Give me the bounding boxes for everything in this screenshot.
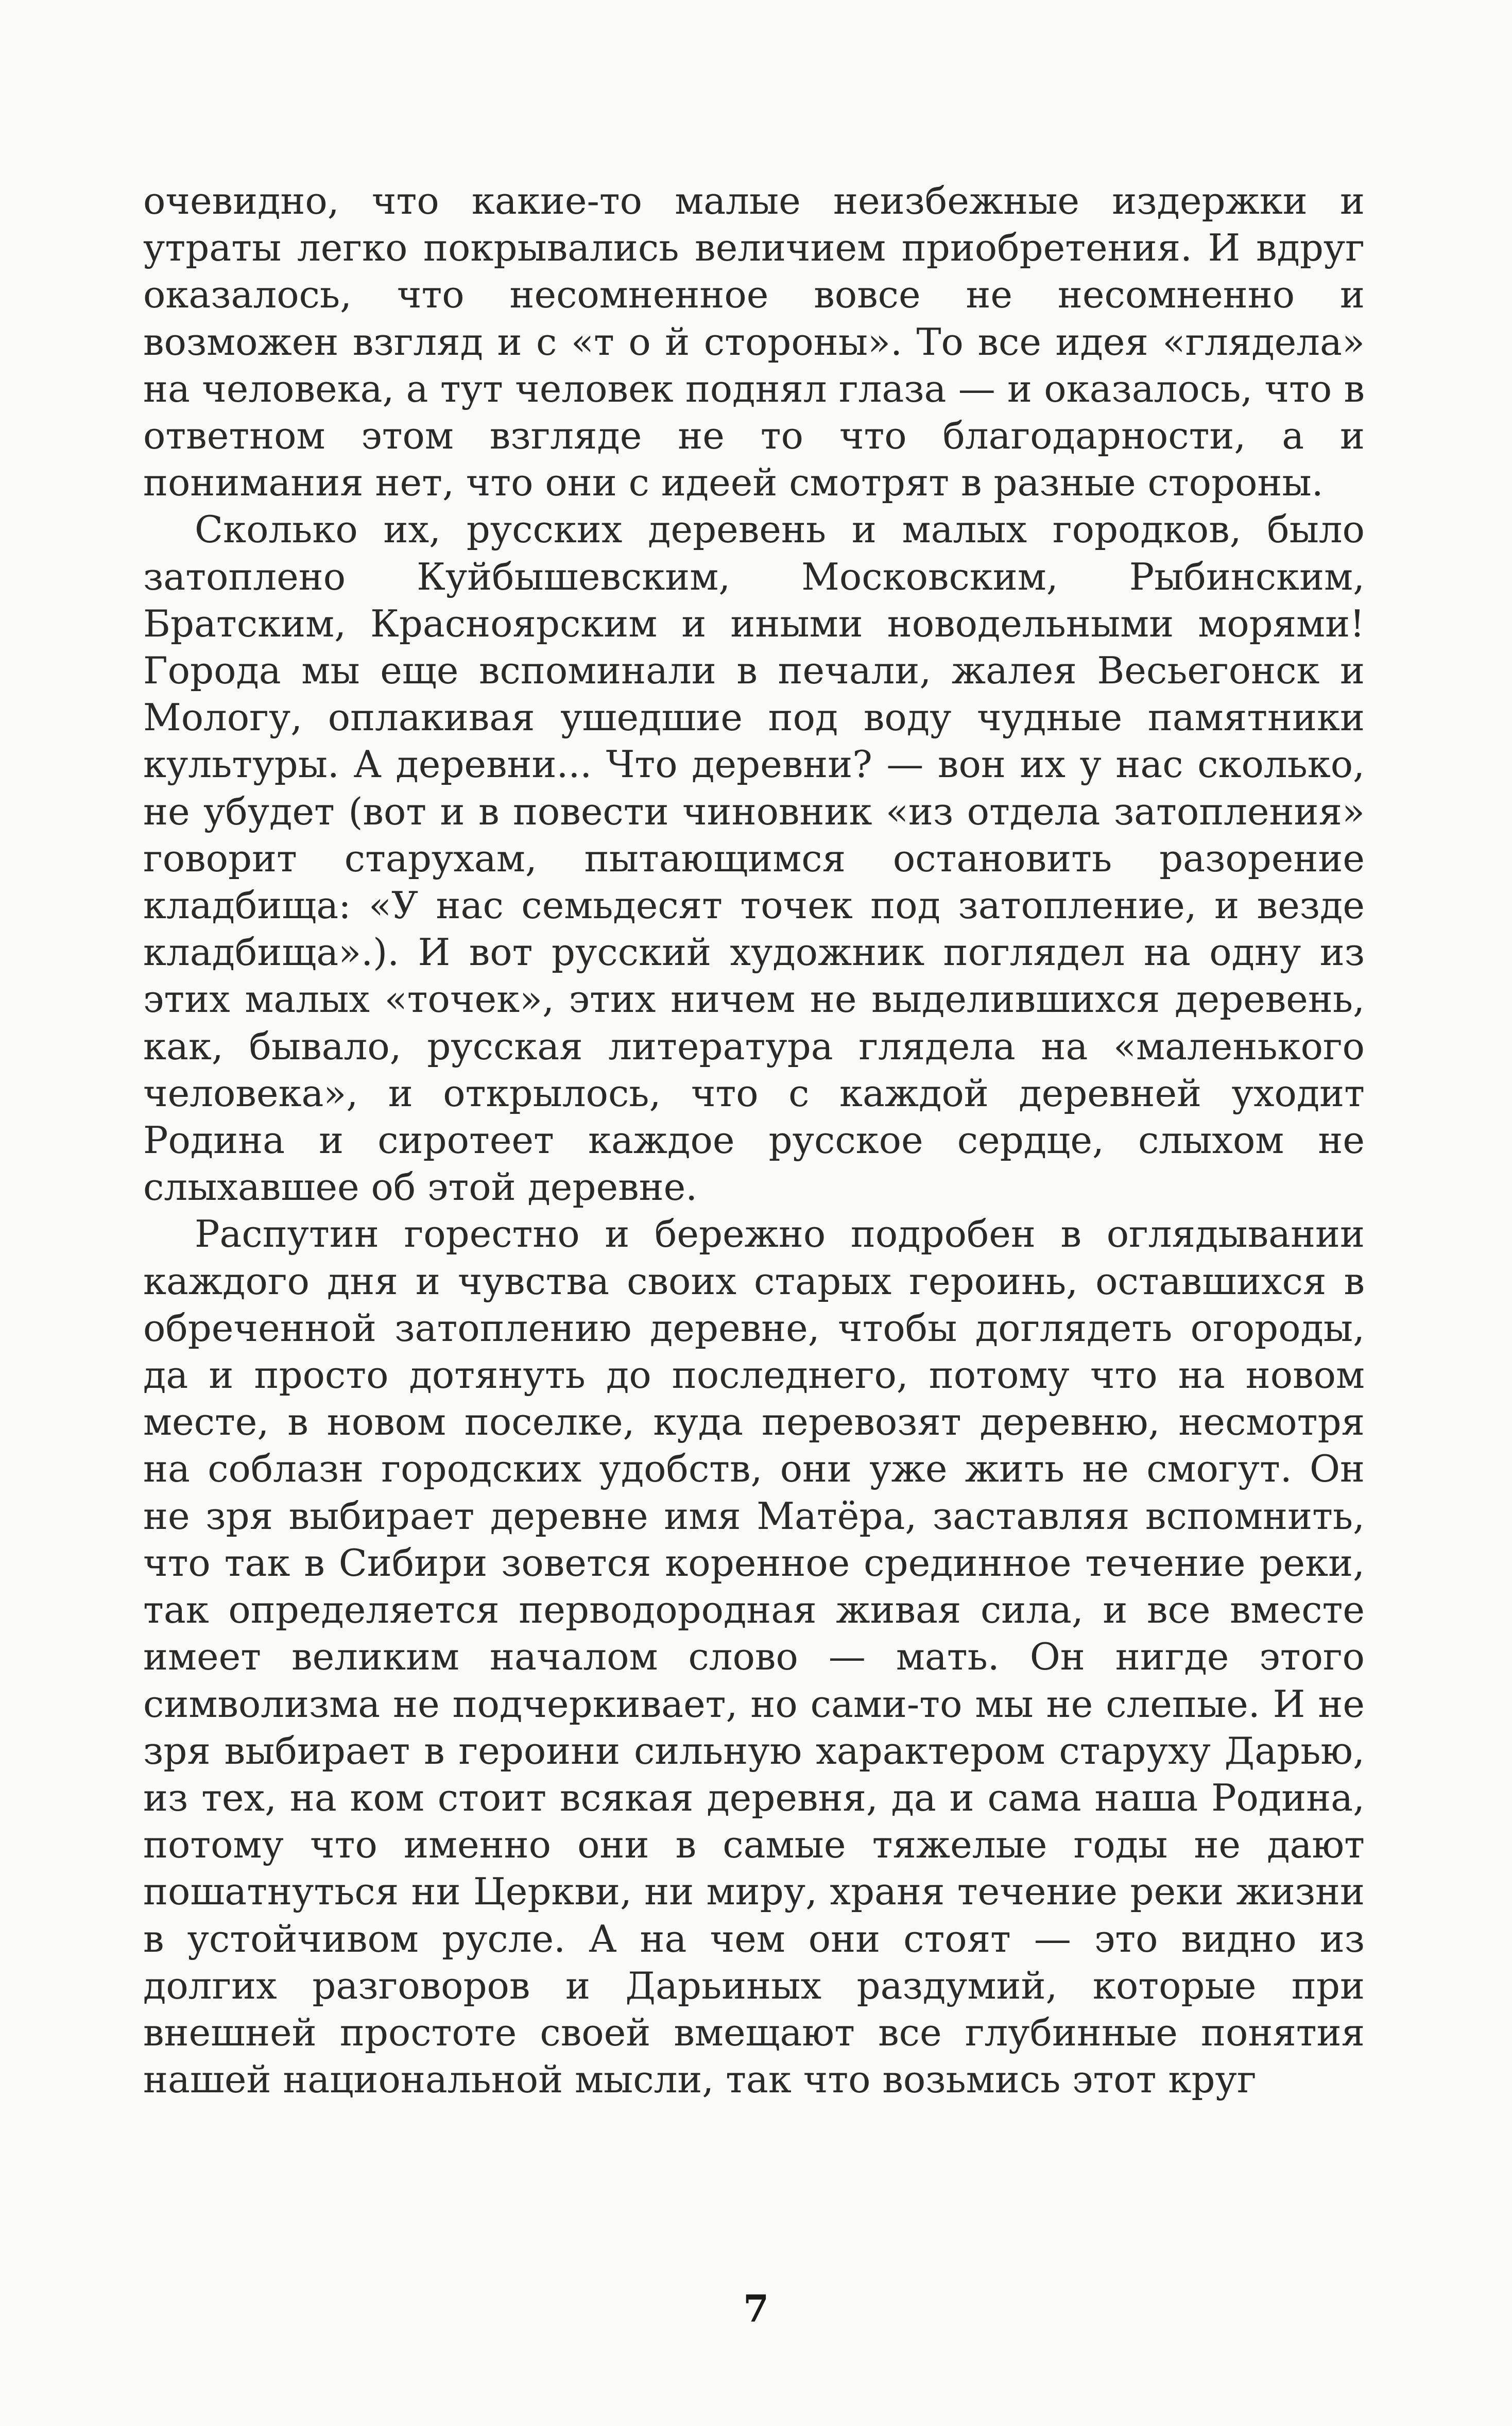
- paragraph-villages: Сколько их, русских деревень и малых городков, было затоплено Куйбышевским, Московским, Рыбинским, Братским, Красноярским и иными новодельными морями! Города мы еще вспоминали в печали, жалея Весьегонск и Мологу, оплакивая ушедшие под воду чудные памятники культуры. А деревни... Что деревни? — вон их у нас сколько, не убудет (вот и в повести чиновник «из отдела затопления» говорит старухам, пытающимся остановить разорение кладбища: «У нас семьдесят точек под затопление, и везде кладбища».). И вот русский художник поглядел на одну из этих малых «точек», этих ничем не выделившихся деревень, как, бывало, русская литература глядела на «маленького человека», и открылось, что с каждой деревней уходит Родина и сиротеет каждое русское сердце, слыхом не слыхавшее об этой деревне.: [143, 508, 1365, 1209]
- paragraph-rasputin: Распутин горестно и бережно подробен в оглядывании каждого дня и чувства своих старых героинь, оставшихся в обреченной затоплению деревне, чтобы доглядеть огороды, да и просто дотянуть до последнего, потому что на новом месте, в новом поселке, куда перевозят деревню, несмотря на соблазн городских удобств, они уже жить не смогут. Он не зря выбирает деревне имя Матёра, заставляя вспомнить, что так в Сибири зовется коренное срединное течение реки, так определяется перводородная живая сила, и все вместе имеет великим началом слово — мать. Он нигде этого символизма не подчеркивает, но сами-то мы не слепые. И не зря выбирает в героини сильную характером старуху Дарью, из тех, на ком стоит всякая деревня, да и сама наша Родина, потому что именно они в самые тяжелые годы не дают пошатнуться ни Церкви, ни миру, храня течение реки жизни в устойчивом русле. А на чем они стоят — это видно из долгих разговоров и Дарьиных раздумий, которые при внешней простоте своей вмещают все глубинные понятия нашей национальной мысли, так что возьмись этот круг: [143, 1212, 1365, 2102]
- body-text: [143, 178, 1365, 2103]
- paragraph-continued: очевидно, что какие-то малые неизбежные издержки и утраты легко покрывались величием приобретения. И вдруг оказалось, что несомненное вовсе не несомненно и возможен взгляд и с «т о й стороны». То все идея «глядела» на человека, а тут человек поднял глаза — и оказалось, что в ответном этом взгляде не то что благодарности, а и понимания нет, что они с идеей смотрят в разные стороны.: [143, 179, 1365, 505]
- page-number: 7: [743, 2286, 769, 2330]
